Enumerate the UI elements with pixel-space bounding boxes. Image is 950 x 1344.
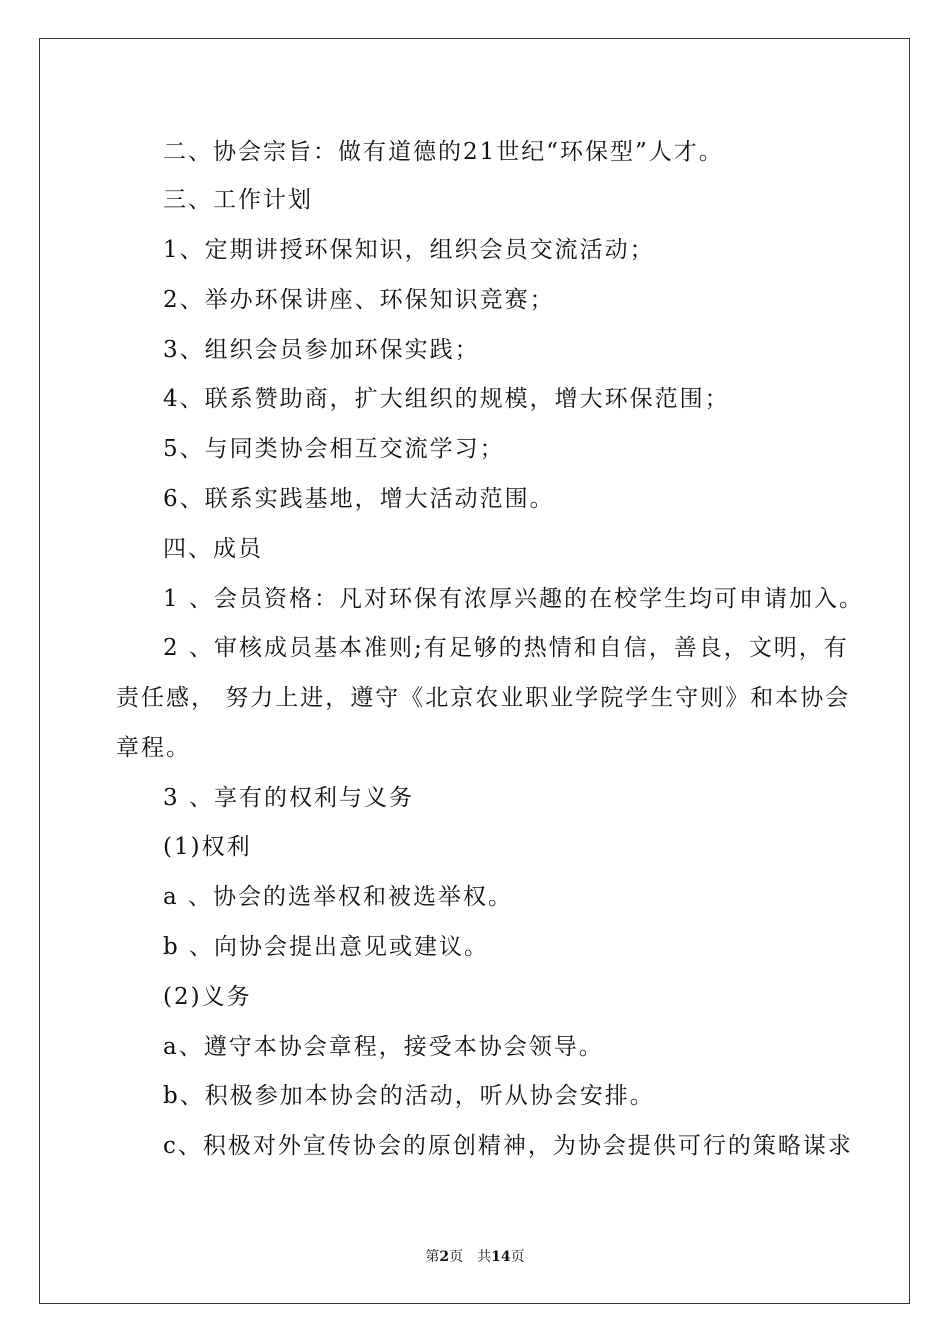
duties-heading: (2)义务	[163, 984, 252, 1010]
section-four-heading: 四、成员	[163, 536, 263, 562]
plan-item-5: 5、与同类协会相互交流学习；	[163, 436, 505, 462]
footer-total-pages: 14	[491, 1249, 511, 1265]
footer-middle: 页 共	[449, 1249, 492, 1265]
rights-duties-heading: 3 、享有的权利与义务	[163, 785, 414, 811]
right-item-a: a 、协会的选举权和被选举权。	[163, 884, 514, 910]
member-qualification: 1 、会员资格：凡对环保有浓厚兴趣的在校学生均可申请加入。	[163, 586, 864, 612]
plan-item-2: 2、举办环保讲座、环保知识竞赛；	[163, 287, 555, 313]
plan-item-1: 1、定期讲授环保知识，组织会员交流活动；	[163, 237, 655, 263]
section-two-purpose: 二、协会宗旨：做有道德的21世纪“环保型”人才。	[163, 139, 724, 165]
plan-item-4: 4、联系赞助商，扩大组织的规模，增大环保范围；	[163, 386, 730, 412]
member-criteria-line-2: 责任感， 努力上进，遵守《北京农业职业学院学生守则》和本协会	[116, 685, 851, 711]
page-footer	[0, 1247, 950, 1267]
footer-suffix: 页	[510, 1249, 525, 1265]
footer-prefix: 第	[425, 1249, 440, 1265]
right-item-b: b 、向协会提出意见或建议。	[163, 934, 490, 960]
member-criteria-line-1: 2 、审核成员基本准则;有足够的热情和自信，善良，文明，有	[163, 635, 849, 661]
footer-page-number: 2	[439, 1249, 450, 1265]
plan-item-6: 6、联系实践基地，增大活动范围。	[163, 486, 555, 512]
duty-item-c: c、积极对外宣传协会的原创精神，为协会提供可行的策略谋求	[163, 1133, 853, 1159]
member-criteria-line-3: 章程。	[116, 735, 191, 761]
plan-item-3: 3、组织会员参加环保实践；	[163, 337, 480, 363]
page-border	[39, 38, 910, 1304]
rights-heading: (1)权利	[163, 834, 252, 860]
duty-item-a: a、遵守本协会章程，接受本协会领导。	[163, 1034, 604, 1060]
section-three-heading: 三、工作计划	[163, 187, 313, 213]
duty-item-b: b、积极参加本协会的活动，听从协会安排。	[163, 1083, 655, 1109]
